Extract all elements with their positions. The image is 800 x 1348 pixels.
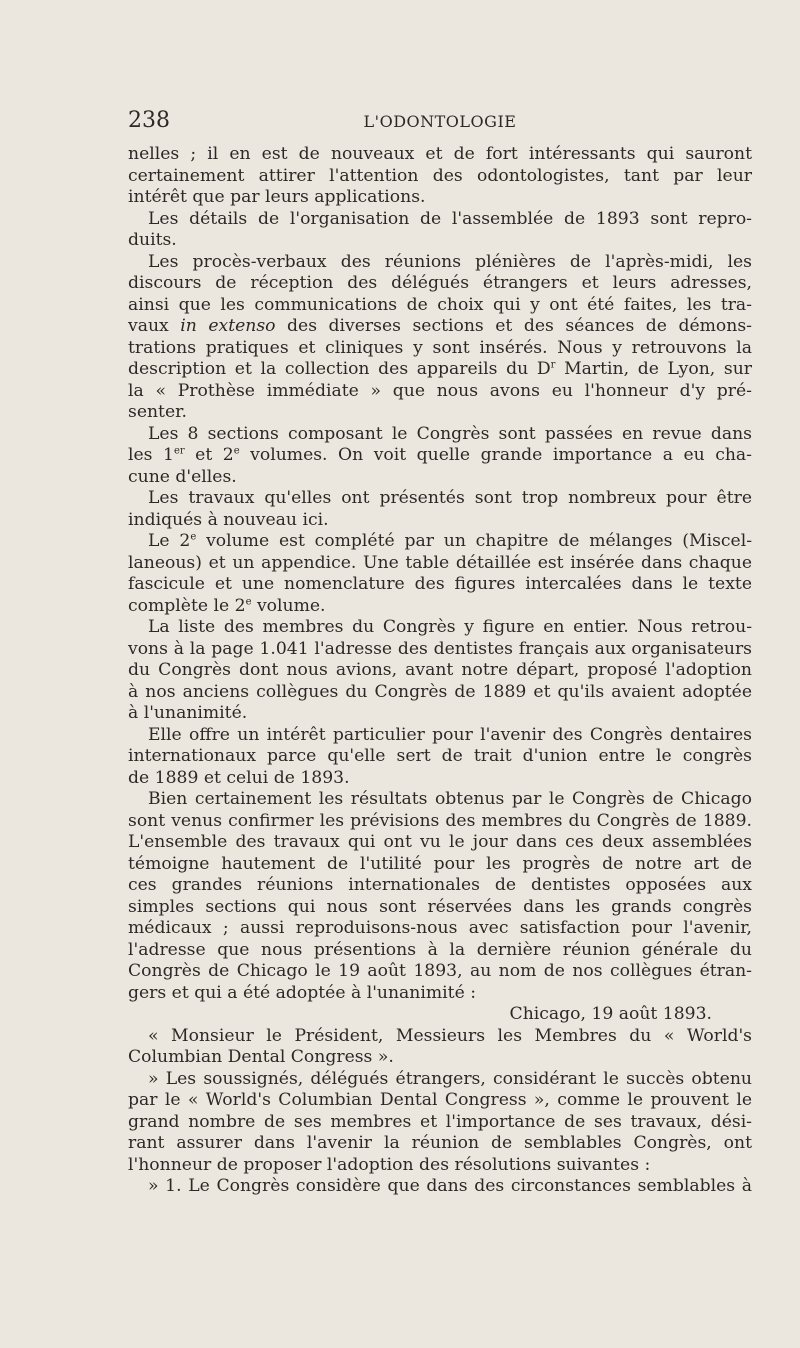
text-line: de 1889 et celui de 1893.: [128, 767, 350, 788]
text-line: l'adresse que nous présentions à la dernière réunion générale du: [128, 939, 752, 960]
text-line: internationaux parce qu'elle sert de trait d'union entre le congrès: [128, 746, 752, 766]
text-line: Les détails de l'organisation de l'assemblée de 1893 sont repro-: [148, 208, 752, 229]
text-line: cune d'elles.: [128, 466, 237, 487]
text-line: [128, 359, 752, 381]
text-line: l'honneur de proposer l'adoption des résolutions suivantes :: [128, 1154, 651, 1175]
superscript: e: [245, 595, 252, 607]
text-line: par le « World's Columbian Dental Congress », comme le prouvent le: [128, 1090, 752, 1110]
text-fragment: description et la collection des appareils du D: [128, 359, 551, 379]
text-line: Bien certainement les résultats obtenus par le Congrès de Chicago: [148, 789, 752, 809]
text-line: simples sections qui nous sont réservées dans les grands congrès: [128, 896, 752, 917]
text-fragment: volumes. On voit quelle grande importance a eu cha-: [250, 445, 752, 465]
text-line: La liste des membres du Congrès y figure en entier. Nous retrou-: [148, 617, 752, 637]
text-line: gers et qui a été adoptée à l'unanimité :: [128, 982, 476, 1003]
text-fragment: vaux: [128, 316, 169, 336]
superscript: r: [550, 359, 556, 371]
text-line: trations pratiques et cliniques y sont insérés. Nous y retrouvons la: [128, 337, 752, 358]
body-text: [128, 144, 752, 1198]
text-line: à l'unanimité.: [128, 703, 248, 723]
text-line: « Monsieur le Président, Messieurs les Membres du « World's: [148, 1025, 752, 1046]
text-line: [128, 316, 752, 338]
superscript: e: [190, 531, 197, 543]
text-line: senter.: [128, 402, 187, 422]
dateline: Chicago, 19 août 1893.: [509, 1004, 712, 1024]
text-line: intérêt que par leurs applications.: [128, 187, 426, 207]
text-fragment: Le 2: [148, 531, 191, 551]
text-fragment: volume est complété par un chapitre de mélanges (Miscel-: [206, 531, 752, 551]
text-fragment: les 1: [128, 445, 174, 465]
page-number: 238: [128, 108, 170, 133]
text-line: certainement attirer l'attention des odontologistes, tant par leur: [128, 165, 752, 186]
text-fragment: et 2: [195, 445, 234, 465]
italic-text: in extenso: [180, 316, 276, 336]
text-line: [128, 596, 752, 618]
text-line: ainsi que les communications de choix qui y ont été faites, les tra-: [128, 294, 752, 315]
text-line: Elle offre un intérêt particulier pour l'avenir des Congrès dentaires: [148, 724, 752, 745]
text-line: sont venus confirmer les prévisions des membres du Congrès de 1889.: [128, 810, 752, 831]
text-fragment: Martin, de Lyon, sur: [564, 359, 752, 379]
text-line: discours de réception des délégués étrangers et leurs adresses,: [128, 273, 752, 293]
text-line: rant assurer dans l'avenir la réunion de semblables Congrès, ont: [128, 1133, 752, 1153]
text-line: du Congrès dont nous avions, avant notre départ, proposé l'adoption: [128, 660, 752, 680]
superscript: er: [173, 445, 185, 457]
page-header: [128, 108, 752, 138]
text-line: Congrès de Chicago le 19 août 1893, au nom de nos collègues étran-: [128, 961, 752, 981]
text-fragment: volume.: [256, 595, 326, 616]
running-title: L'ODONTOLOGIE: [363, 112, 517, 131]
text-fragment: complète le 2: [128, 595, 246, 616]
text-line: L'ensemble des travaux qui ont vu le jour dans ces deux assemblées: [128, 832, 752, 852]
superscript: e: [233, 445, 240, 457]
text-line: Les 8 sections composant le Congrès sont passées en revue dans: [148, 423, 752, 444]
text-line: Columbian Dental Congress ».: [128, 1047, 394, 1067]
text-line: Les travaux qu'elles ont présentés sont trop nombreux pour être: [148, 488, 752, 508]
text-line: [128, 531, 752, 553]
text-line: Les procès-verbaux des réunions plénières de l'après-midi, les: [148, 251, 752, 272]
text-line: grand nombre de ses membres et l'importance de ses travaux, dési-: [128, 1111, 752, 1132]
text-line: vons à la page 1.041 l'adresse des dentistes français aux organisateurs: [128, 638, 752, 659]
text-line: témoigne hautement de l'utilité pour les progrès de notre art de: [128, 853, 752, 874]
text-line: [128, 445, 752, 467]
text-line: » Les soussignés, délégués étrangers, considérant le succès obtenu: [148, 1068, 752, 1089]
text-line: » 1. Le Congrès considère que dans des circonstances semblables à: [148, 1176, 752, 1196]
text-line: indiqués à nouveau ici.: [128, 509, 329, 530]
text-fragment: des diverses sections et des séances de démons-: [287, 316, 752, 336]
text-line: médicaux ; aussi reproduisons-nous avec satisfaction pour l'avenir,: [128, 918, 752, 938]
text-line: duits.: [128, 230, 177, 250]
text-line: laneous) et un appendice. Une table détaillée est insérée dans chaque: [128, 552, 752, 573]
text-line: fascicule et une nomenclature des figures intercalées dans le texte: [128, 574, 752, 594]
text-line: à nos anciens collègues du Congrès de 1889 et qu'ils avaient adoptée: [128, 681, 752, 702]
text-line: la « Prothèse immédiate » que nous avons eu l'honneur d'y pré-: [128, 380, 752, 401]
text-line: ces grandes réunions internationales de dentistes opposées aux: [128, 875, 752, 895]
text-line: nelles ; il en est de nouveaux et de fort intéressants qui sauront: [128, 144, 752, 164]
